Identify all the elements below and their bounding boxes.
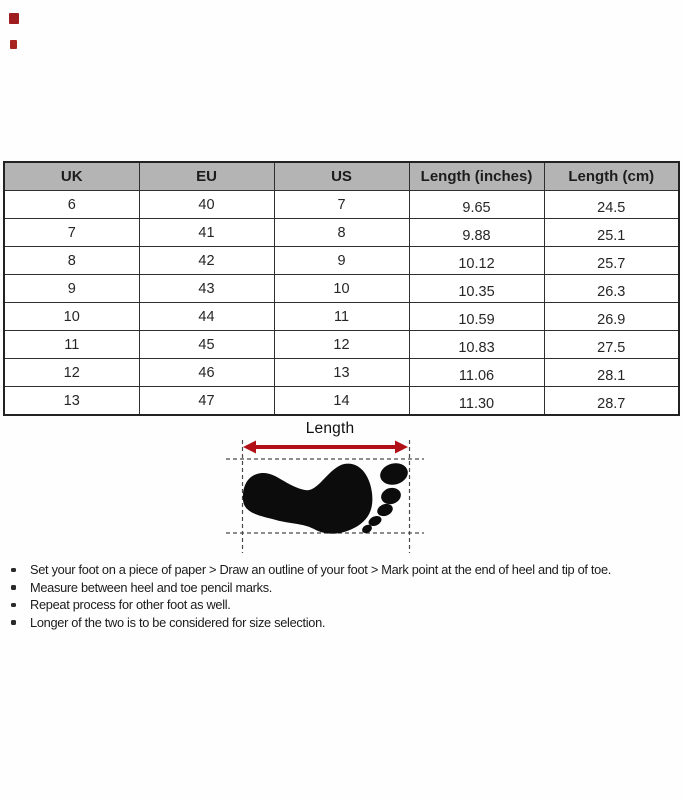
table-cell [544, 247, 679, 275]
table-cell [409, 331, 544, 359]
cell-value: 25.1 [597, 228, 626, 244]
bullet-icon [11, 620, 16, 625]
table-cell [409, 275, 544, 303]
header-row [4, 162, 679, 191]
table-cell [139, 191, 274, 219]
table-cell [4, 331, 139, 359]
cell-value: 6 [67, 196, 76, 213]
table-cell [139, 331, 274, 359]
bullet-icon [11, 585, 16, 590]
instruction-item [0, 561, 683, 579]
table-cell [274, 331, 409, 359]
cell-value: 9.65 [462, 200, 491, 216]
red-artifact-icon [10, 40, 17, 49]
column-header: UK [4, 162, 139, 191]
cell-value: 13 [63, 392, 80, 409]
cell-value: 14 [333, 392, 350, 409]
column-header: US [274, 162, 409, 191]
table-cell [274, 387, 409, 416]
cell-value: 25.7 [597, 256, 626, 272]
length-label: Length [305, 420, 355, 437]
cell-value: 9.88 [462, 228, 491, 244]
cell-value: 40 [198, 196, 215, 213]
cell-value: 8 [67, 252, 76, 269]
cell-value: 13 [333, 364, 350, 381]
cell-value: 10.12 [458, 256, 495, 272]
cell-value: 41 [198, 224, 215, 241]
column-header: Length (cm) [544, 162, 679, 191]
instruction-text: Set your foot on a piece of paper > Draw an outline of your foot > Mark point at the end of heel and tip of toe. [30, 562, 612, 577]
table-cell [139, 303, 274, 331]
red-artifact-icon [9, 13, 19, 24]
table-cell [139, 219, 274, 247]
cell-value: 7 [67, 224, 76, 241]
instruction-text: Repeat process for other foot as well. [30, 597, 231, 612]
table-cell [4, 219, 139, 247]
table-cell [4, 191, 139, 219]
cell-value: 11 [333, 308, 350, 325]
cell-value: 28.7 [597, 396, 626, 412]
size-chart-body [4, 191, 679, 416]
column-header: Length (inches) [409, 162, 544, 191]
column-header: EU [139, 162, 274, 191]
table-cell [274, 219, 409, 247]
cell-value: 10 [333, 280, 350, 297]
cell-value: 26.3 [597, 284, 626, 300]
instruction-item [0, 596, 683, 614]
table-cell [544, 275, 679, 303]
cell-value: 12 [333, 336, 350, 353]
instructions-list [0, 561, 683, 631]
table-cell [274, 303, 409, 331]
table-cell [4, 247, 139, 275]
footprint-figure [210, 436, 450, 561]
table-row [4, 191, 679, 219]
table-cell [274, 275, 409, 303]
table-row [4, 387, 679, 416]
cell-value: 10.59 [458, 312, 495, 328]
cell-value: 28.1 [597, 368, 626, 384]
table-cell [139, 275, 274, 303]
cell-value: 11.06 [458, 368, 495, 384]
table-row [4, 247, 679, 275]
cell-value: 26.9 [597, 312, 626, 328]
cell-value: 9 [337, 252, 346, 269]
table-cell [274, 359, 409, 387]
table-cell [274, 191, 409, 219]
cell-value: 11.30 [458, 396, 495, 412]
instruction-item [0, 614, 683, 632]
table-cell [139, 359, 274, 387]
table-cell [544, 191, 679, 219]
table-row [4, 275, 679, 303]
cell-value: 11 [64, 336, 80, 353]
cell-value: 10.83 [458, 340, 495, 356]
cell-value: 43 [198, 280, 215, 297]
table-row [4, 303, 679, 331]
table-cell [409, 219, 544, 247]
table-cell [4, 275, 139, 303]
cell-value: 7 [337, 196, 346, 213]
instruction-text: Measure between heel and toe pencil marks. [30, 579, 273, 595]
cell-value: 27.5 [597, 340, 626, 356]
cell-value: 10.35 [458, 284, 495, 300]
table-row [4, 331, 679, 359]
cell-value: 12 [63, 364, 80, 381]
cell-value: 45 [198, 336, 215, 353]
table-cell [409, 247, 544, 275]
size-chart-table [3, 161, 680, 416]
instruction-text: Longer of the two is to be considered for size selection. [30, 614, 326, 630]
table-cell [544, 303, 679, 331]
table-cell [544, 331, 679, 359]
table-cell [274, 247, 409, 275]
footprint-icon [243, 460, 410, 535]
table-cell [544, 359, 679, 387]
table-cell [4, 359, 139, 387]
cell-value: 24.5 [597, 200, 626, 216]
table-row [4, 359, 679, 387]
table-cell [544, 387, 679, 416]
table-cell [4, 387, 139, 416]
table-cell [409, 191, 544, 219]
bullet-icon [11, 603, 16, 608]
table-cell [409, 303, 544, 331]
cell-value: 8 [337, 224, 346, 241]
table-cell [409, 359, 544, 387]
table-cell [544, 219, 679, 247]
cell-value: 9 [67, 280, 76, 297]
bullet-icon [11, 568, 16, 573]
cell-value: 42 [198, 252, 215, 269]
table-cell [4, 303, 139, 331]
cell-value: 44 [198, 308, 215, 325]
table-cell [139, 387, 274, 416]
table-cell [139, 247, 274, 275]
table-row [4, 219, 679, 247]
length-arrow-icon [243, 441, 408, 454]
cell-value: 46 [198, 364, 215, 381]
instruction-item [0, 579, 683, 597]
table-cell [409, 387, 544, 416]
cell-value: 47 [198, 392, 215, 409]
cell-value: 10 [63, 308, 80, 325]
